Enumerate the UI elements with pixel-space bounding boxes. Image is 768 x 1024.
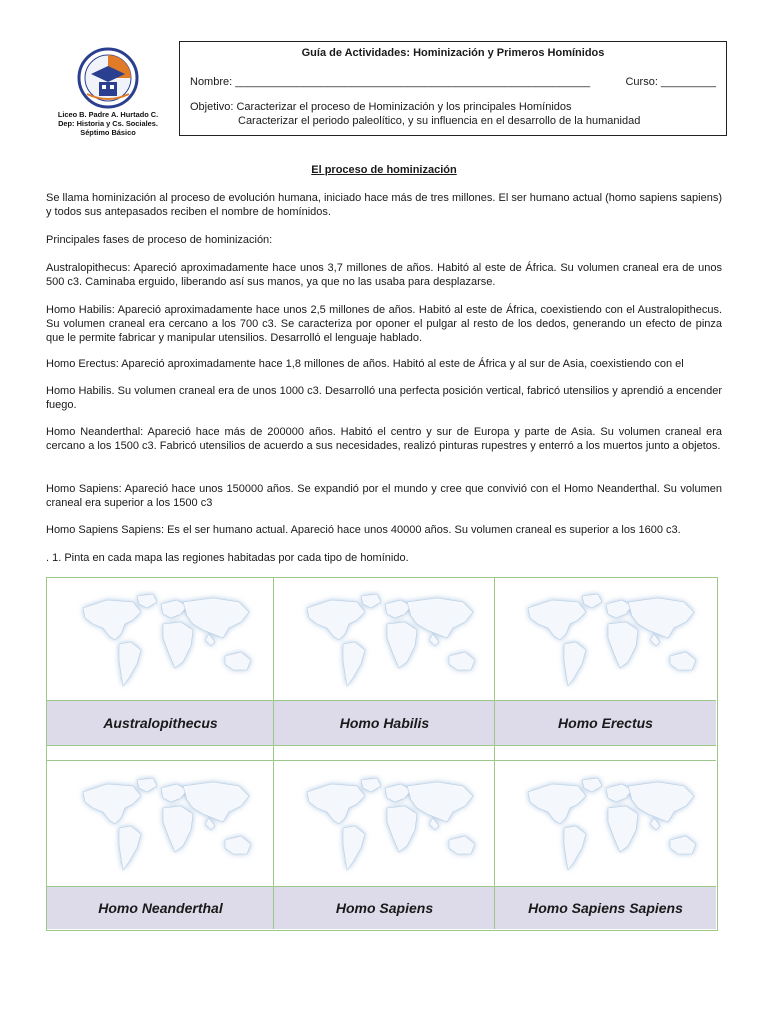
neanderthal-paragraph: Homo Neanderthal: Apareció hace más de 200000 años. Habitó el centro y sur de Europa y parte de Asia. Su volumen craneal era cercano a los 1500 c3. Fabricó utensilios de acuerdo a sus necesidades, realizó pinturas rupestres y enterró a los muertos junto a objetos. [46,426,722,452]
label-homo-neanderthal: Homo Neanderthal [47,887,274,929]
label-homo-sapiens: Homo Sapiens [274,887,495,929]
guide-title: Guía de Actividades: Hominización y Primeros Homínidos [301,47,605,59]
label-australopithecus: Australopithecus [47,701,274,745]
objective-line-2: Caracterizar el periodo paleolítico, y su influencia en el desarrollo de la humanidad [238,114,641,127]
name-course-row [190,76,716,88]
intro-paragraph: Se llama hominización al proceso de evolución humana, iniciado hace más de tres millones. El ser humano actual (homo sapiens sapiens) y todos sus antepasados reciben el nombre de homínidos. [46,192,722,218]
world-map-icon [287,774,483,874]
activity-instruction: . 1. Pinta en cada mapa las regiones habitadas por cada tipo de homínido. [46,552,409,564]
map-homo-neanderthal[interactable] [47,761,274,887]
objectives [190,101,716,128]
header-box [179,41,727,136]
grid-divider [494,578,495,929]
grid-divider [47,745,716,746]
world-map-icon [63,590,259,690]
map-homo-erectus[interactable] [495,578,716,701]
sapiens-paragraph: Homo Sapiens: Apareció hace unos 150000 años. Se expandió por el mundo y cree que convivió con el Homo Neanderthal. Su volumen craneal era superior a los 1500 c3 [46,483,722,509]
school-grade: Séptimo Básico [80,128,136,137]
map-homo-habilis[interactable] [274,578,495,701]
grid-divider [47,886,716,887]
label-homo-erectus: Homo Erectus [495,701,716,745]
habilis-paragraph: Homo Habilis: Apareció aproximadamente hace unos 2,5 millones de años. Habitó al este de África, coexistiendo con el Australopithecus. Su volumen craneal era cercano a los 700 c3. Se caracteriza por oponer el pulgar al resto de los dedos, generando un efecto de pinza que le permite fabricar y manipular utensilios. Desarrolló el lenguaje hablado. [46,304,722,344]
sapiens-sapiens-paragraph: Homo Sapiens Sapiens: Es el ser humano actual. Apareció hace unos 40000 años. Su volumen craneal es superior a los 1600 c3. [46,524,681,536]
objective-line-1: Objetivo: Caracterizar el proceso de Hominización y los principales Homínidos [190,101,572,113]
map-activity-grid [46,577,718,931]
label-homo-habilis: Homo Habilis [274,701,495,745]
school-name: Liceo B. Padre A. Hurtado C. [57,110,159,119]
world-map-icon [508,774,704,874]
map-homo-sapiens-sapiens[interactable] [495,761,716,887]
label-homo-sapiens-sapiens: Homo Sapiens Sapiens [495,887,716,929]
erectus-paragraph-1: Homo Erectus: Apareció aproximadamente hace 1,8 millones de años. Habitó al este de África y al sur de Asia, coexistiendo con el [46,358,684,370]
world-map-icon [508,590,704,690]
name-field[interactable]: Nombre: __________________________________________________________ [190,76,591,88]
map-homo-sapiens[interactable] [274,761,495,887]
map-australopithecus[interactable] [47,578,274,701]
grid-divider [47,700,716,701]
grid-divider [47,760,716,761]
school-logo-block [48,46,168,137]
grid-divider [273,578,274,929]
world-map-icon [287,590,483,690]
school-logo-icon [69,46,147,110]
school-department: Dep: Historia y Cs. Sociales. [58,119,158,128]
course-field[interactable]: Curso: _________ [625,76,716,88]
phases-heading: Principales fases de proceso de hominización: [46,234,273,246]
erectus-paragraph-2: Homo Habilis. Su volumen craneal era de unos 1000 c3. Desarrolló una perfecta posición vertical, fabricó utensilios y aprendió a encender fuego. [46,385,722,411]
world-map-icon [63,774,259,874]
section-title: El proceso de hominización [311,164,457,176]
australopithecus-paragraph: Australopithecus: Apareció aproximadamente hace unos 3,7 millones de años. Habitó al este de África. Su volumen craneal era de unos 500 c3. Caminaba erguido, liberando así sus manos, ya que no las usaba para desplazarse. [46,262,722,288]
